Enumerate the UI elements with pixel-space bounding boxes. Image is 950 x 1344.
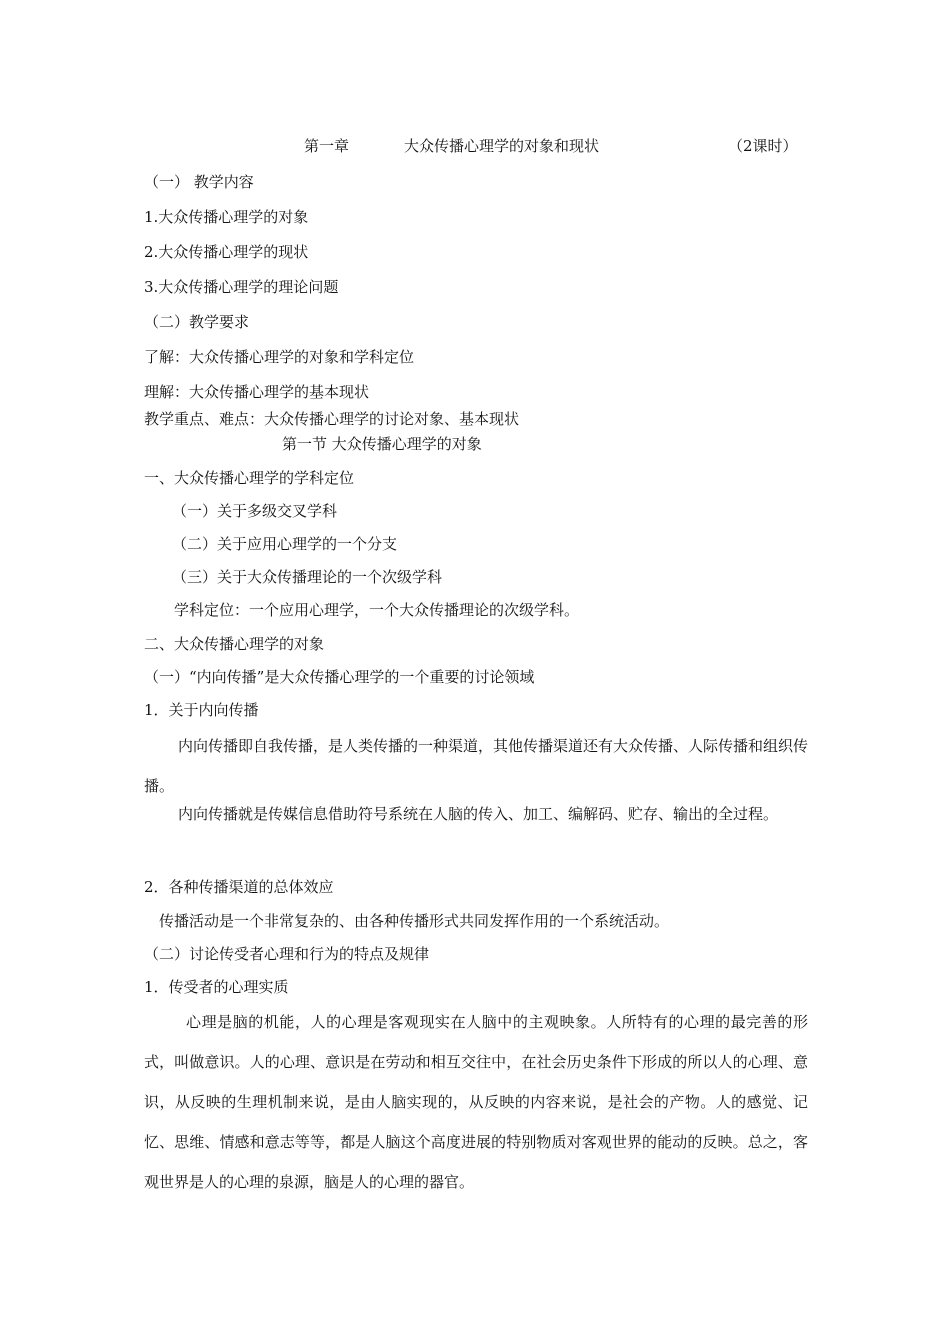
content-item-3: 3.大众传播心理学的理论问题 [144,278,339,296]
positioning-item-2: （二）关于应用心理学的一个分支 [172,535,398,553]
paragraph-intrapersonal-definition: 内向传播即自我传播，是人类传播的一种渠道，其他传播渠道还有大众传播、人际传播和组织传播。 [144,737,809,795]
subheading-audience: （二）讨论传受者心理和行为的特点及规律 [144,945,430,963]
requirement-understand: 了解：大众传播心理学的对象和学科定位 [144,348,415,366]
paragraph-intrapersonal-process: 内向传播就是传媒信息借助符号系统在人脑的传入、加工、编解码、贮存、输出的全过程。 [178,805,779,823]
requirement-comprehend: 理解：大众传播心理学的基本现状 [144,383,370,401]
content-item-1: 1.大众传播心理学的对象 [144,208,309,226]
section-title: 第一节 大众传播心理学的对象 [282,435,482,453]
subheading-intrapersonal: （一）“内向传播”是大众传播心理学的一个重要的讨论领域 [144,668,535,686]
heading-research-object: 二、大众传播心理学的对象 [144,635,325,653]
chapter-hours: （2课时） [728,137,798,155]
section-heading-teaching-content: （一） 教学内容 [144,173,254,191]
positioning-item-3: （三）关于大众传播理论的一个次级学科 [172,568,443,586]
paragraph-psychology: 心理是脑的机能，人的心理是客观现实在人脑中的主观映象。人所特有的心理的最完善的形式，叫做意识。人的心理、意识是在劳动和相互交往中，在社会历史条件下形成的所以人的心理、意识，从反映的生理机制来说，是由人脑实现的，从反映的内容来说，是社会的产物。人的感觉、记忆、思维、情感和意志等等，都是人脑这个高度进展的特别物质对客观世界的能动的反映。总之，客观世界是人的心理的泉源，脑是人的心理的器官。 [144,1013,808,1191]
positioning-item-1: （一）关于多级交叉学科 [172,502,338,520]
item-psychological-essence: 1．传受者的心理实质 [144,978,289,996]
heading-discipline-positioning: 一、大众传播心理学的学科定位 [144,469,355,487]
chapter-label: 第一章 [304,137,350,155]
content-item-2: 2.大众传播心理学的现状 [144,243,309,261]
section-heading-teaching-requirements: （二）教学要求 [144,313,250,331]
item-overall-effect: 2．各种传播渠道的总体效应 [144,878,334,896]
positioning-summary: 学科定位：一个应用心理学，一个大众传播理论的次级学科。 [174,601,580,619]
chapter-title: 大众传播心理学的对象和现状 [404,137,600,155]
paragraph-system-activity: 传播活动是一个非常复杂的、由各种传播形式共同发挥作用的一个系统活动。 [159,912,670,930]
key-points: 教学重点、难点：大众传播心理学的讨论对象、基本现状 [144,410,520,428]
item-about-intrapersonal: 1．关于内向传播 [144,701,259,719]
